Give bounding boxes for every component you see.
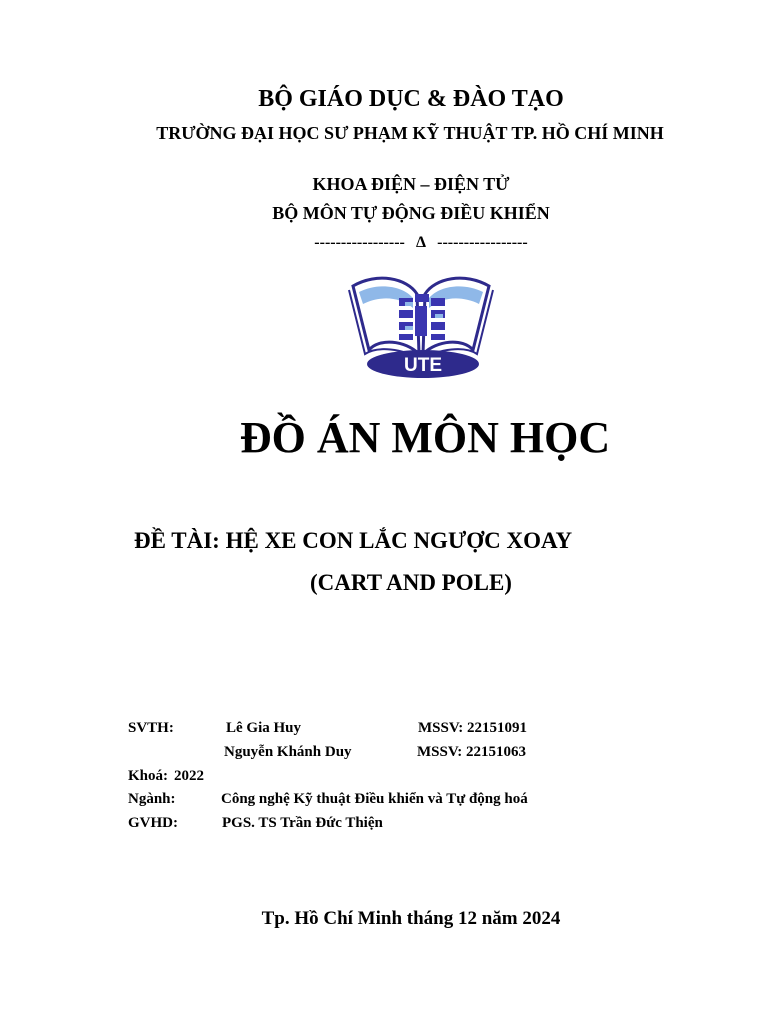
faculty-heading: KHOA ĐIỆN – ĐIỆN TỬ (312, 174, 510, 194)
ministry-heading: BỘ GIÁO DỤC & ĐÀO TẠO (258, 86, 564, 112)
ute-logo-icon (347, 268, 495, 380)
logo-text: UTE (404, 355, 442, 376)
student-name-2: Nguyễn Khánh Duy (224, 744, 352, 760)
student-mssv-2: MSSV: 22151063 (417, 744, 527, 760)
nganh-label: Ngành: (128, 791, 176, 807)
topic-line-1: ĐỀ TÀI: HỆ XE CON LẮC NGƯỢC XOAY (134, 528, 573, 553)
document-title: ĐỒ ÁN MÔN HỌC (239, 413, 611, 462)
khoa-label: Khoá: (128, 768, 169, 784)
place-date-footer: Tp. Hồ Chí Minh tháng 12 năm 2024 (261, 908, 561, 929)
student-name-1: Lê Gia Huy (226, 720, 302, 736)
school-heading: TRƯỜNG ĐẠI HỌC SƯ PHẠM KỸ THUẬT TP. HỒ CHÍ MINH (156, 123, 664, 143)
svth-label: SVTH: (128, 720, 174, 736)
gvhd-value: PGS. TS Trần Đức Thiện (222, 815, 383, 831)
divider: ----------------- Δ ----------------- (314, 234, 528, 251)
topic-line-2: (CART AND POLE) (310, 570, 512, 595)
khoa-value: 2022 (174, 768, 204, 784)
nganh-value: Công nghệ Kỹ thuật Điều khiển và Tự động hoá (221, 791, 528, 807)
gvhd-label: GVHD: (128, 815, 178, 831)
department-heading: BỘ MÔN TỰ ĐỘNG ĐIỀU KHIỂN (272, 203, 550, 223)
student-mssv-1: MSSV: 22151091 (418, 720, 528, 736)
